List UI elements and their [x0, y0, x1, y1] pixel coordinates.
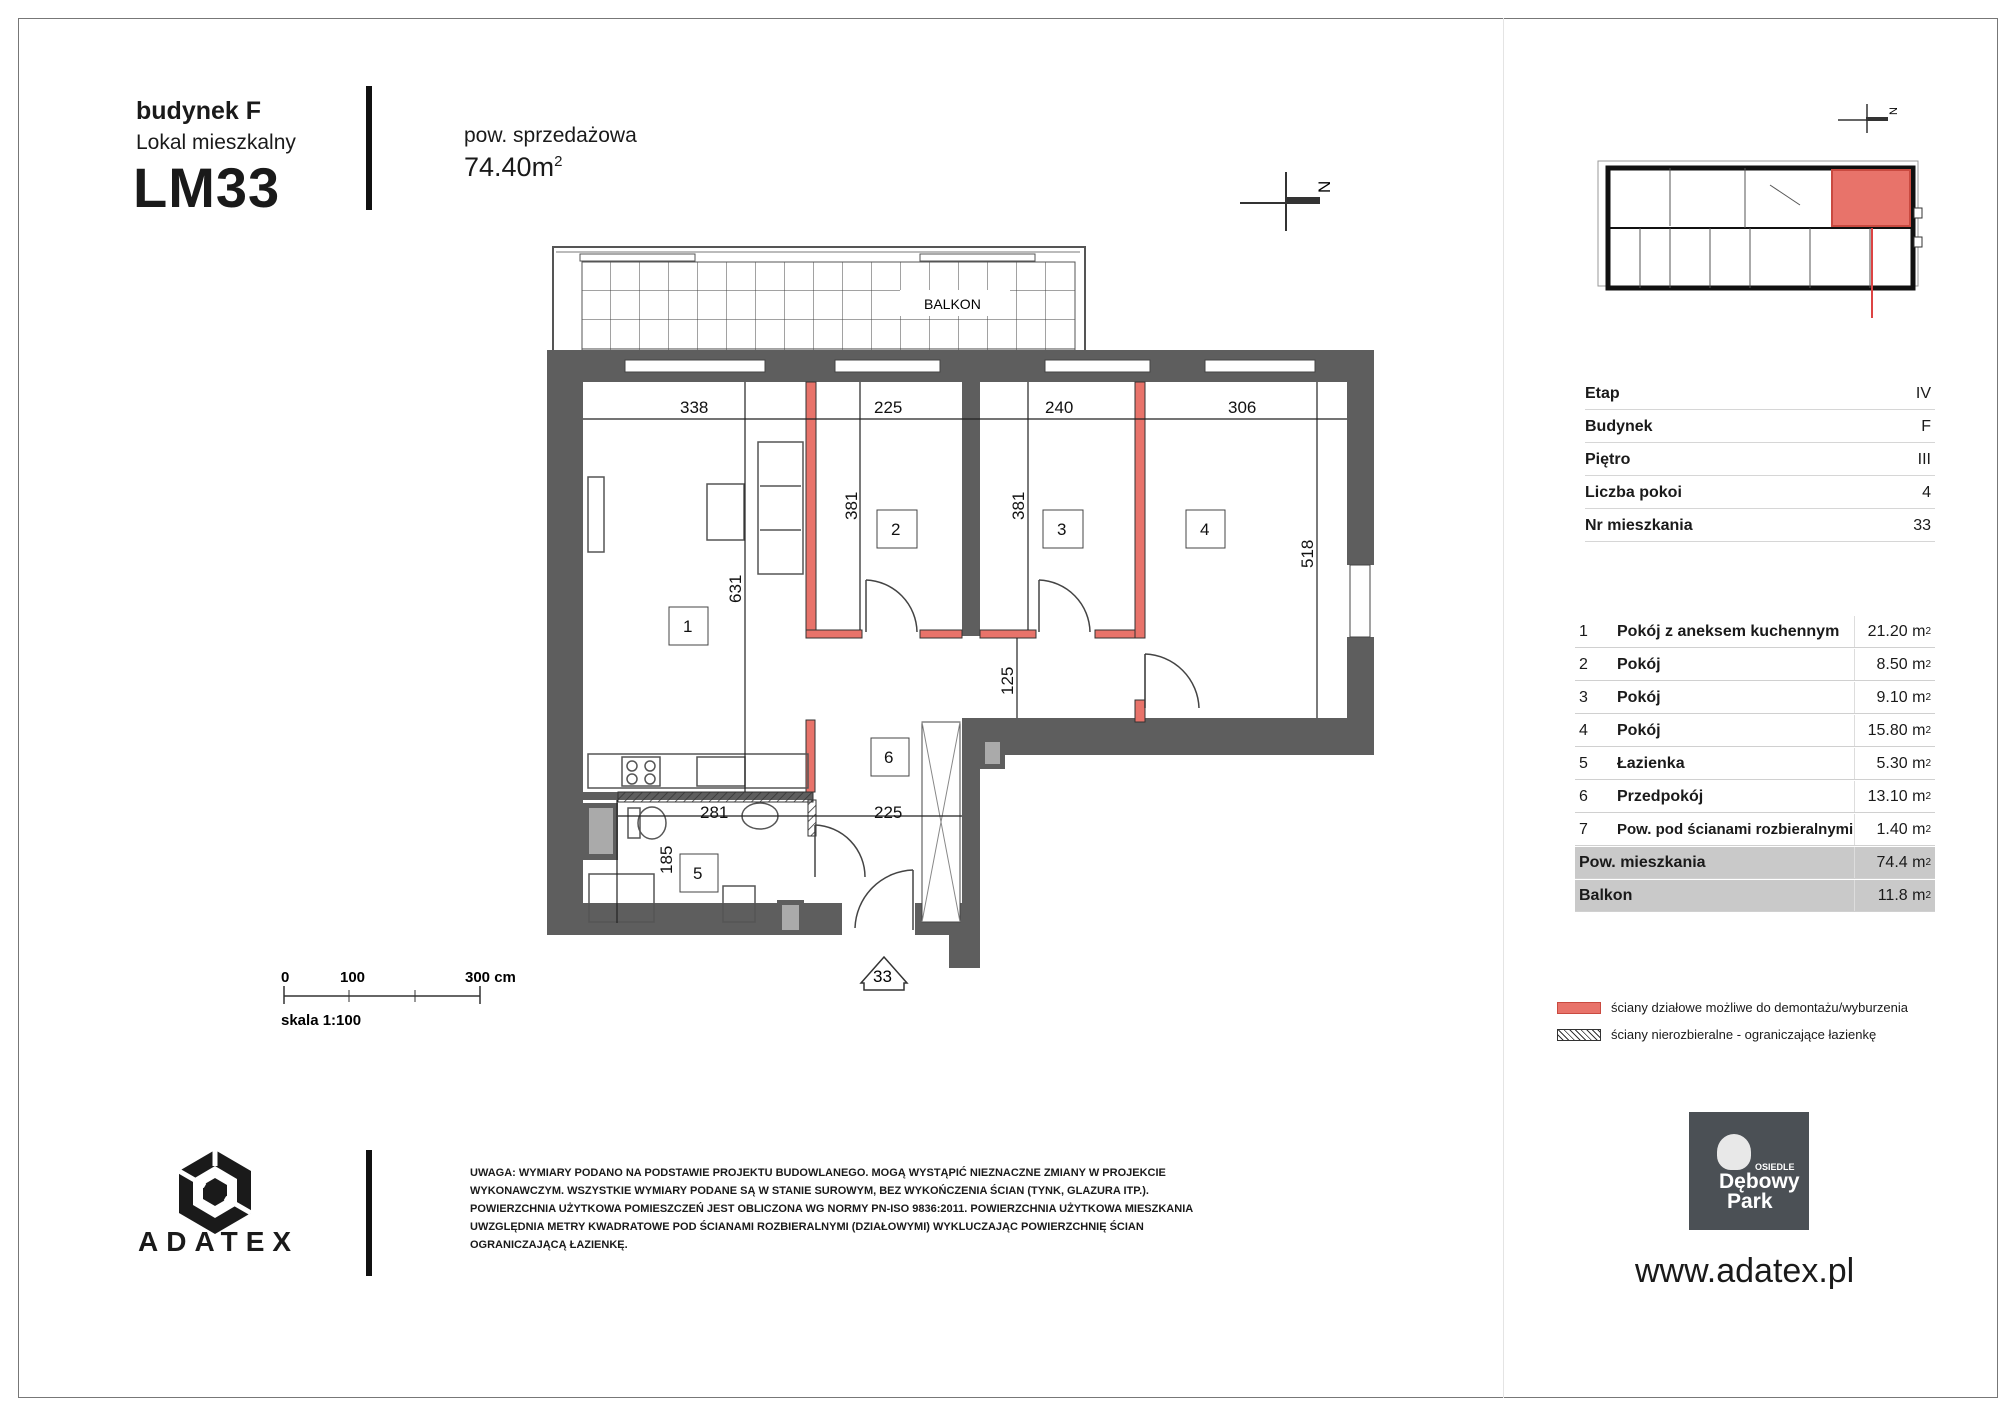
scale-tick-0: 0: [281, 969, 290, 986]
dim-room1-depth: 631: [726, 574, 745, 603]
info-row: Nr mieszkania 33: [1585, 510, 1935, 542]
key-plan-north-label: N: [1888, 107, 1900, 115]
area-label: pow. sprzedażowa: [464, 124, 637, 147]
total-row: Balkon 11.8 m 2: [1575, 880, 1935, 912]
building-label: budynek F: [136, 97, 262, 125]
dim-room2-depth: 381: [842, 491, 861, 520]
dim-bath-width: 281: [700, 803, 729, 822]
scale-tick-300: 300 cm: [465, 969, 516, 986]
footer-separator: [366, 1150, 372, 1276]
legend-swatch-removable: [1557, 1002, 1601, 1014]
dim-room3-width: 240: [1045, 398, 1074, 417]
legend-removable: ściany działowe możliwe do demontażu/wyburzenia: [1557, 1000, 1908, 1015]
adatex-logo-icon: [179, 1150, 251, 1234]
scale-label: skala 1:100: [281, 1012, 362, 1029]
total-row: Pow. mieszkania 74.4 m 2: [1575, 847, 1935, 879]
scale-tick-100: 100: [340, 969, 366, 986]
dim-bath-depth: 185: [657, 845, 676, 874]
dim-room2-width: 225: [874, 398, 903, 417]
room-row: 2 Pokój 8.50 m 2: [1575, 649, 1935, 681]
legend-swatch-hatched: [1557, 1029, 1601, 1041]
room-4-tag: 4: [1200, 520, 1210, 539]
furniture: [588, 442, 808, 922]
unit-type-label: Lokal mieszkalny: [136, 131, 296, 154]
room-row: 5 Łazienka 5.30 m 2: [1575, 748, 1935, 780]
debowy-park-logo: OSIEDLE Dębowy Park: [1689, 1112, 1809, 1230]
room-row: 4 Pokój 15.80 m 2: [1575, 715, 1935, 747]
scale-bar: [281, 969, 516, 1029]
info-row: Liczba pokoi 4: [1585, 477, 1935, 509]
info-row: Etap IV: [1585, 378, 1935, 410]
room-5-tag: 5: [693, 864, 703, 883]
interior-walls: [583, 382, 980, 800]
info-row: Piętro III: [1585, 444, 1935, 476]
entrance-marker: [861, 957, 907, 990]
dim-hall-length: 225: [874, 803, 903, 822]
room-2-tag: 2: [891, 520, 901, 539]
north-arrow: [1240, 172, 1334, 231]
entrance-label: 33: [873, 967, 892, 986]
room-row: 7 Pow. pod ścianami rozbieralnymi 1.40 m 2: [1575, 814, 1935, 846]
dim-hall-width: 125: [998, 666, 1017, 695]
dim-room4-depth: 518: [1298, 539, 1317, 568]
balcony-label: BALKON: [924, 296, 981, 312]
room-row: 6 Przedpokój 13.10 m 2: [1575, 781, 1935, 813]
windows: [625, 360, 1370, 934]
tree-icon: [1717, 1134, 1751, 1170]
room-row: 3 Pokój 9.10 m 2: [1575, 682, 1935, 714]
disclaimer-note: UWAGA: WYMIARY PODANO NA PODSTAWIE PROJEKTU BUDOWLANEGO. MOGĄ WYSTĄPIĆ NIEZNACZNE ZMIANY W PROJEKCIE WYKONAWCZYM. WSZYSTKIE WYMIARY PODANE SĄ W STANIE SUROWYM, BEZ WYKOŃCZENIA ŚCIAN (TYNK, GLAZURA ITP.). POWIERZCHNIA UŻYTKOWA POMIESZCZEŃ JEST OBLICZONA WG NORMY PN-ISO 9836:2011. POWIERZCHNIA UŻYTKOWA MIESZKANIA UWZGLĘDNIA METRY KWADRATOWE POD ŚCIANAMI ROZBIERALNYMI (DZIAŁOWYMI) WYKLUCZAJĄC POWIERZCHNIĘ ŚCIAN OGRANICZAJĄCĄ ŁAZIENKĘ.: [470, 1167, 1193, 1251]
area-value: $74.40m^2$: [464, 152, 563, 182]
dim-room3-depth: 381: [1009, 491, 1028, 520]
key-plan: [1598, 104, 1922, 318]
company-wordmark: ADATEX: [138, 1226, 300, 1257]
dim-room1-width: 338: [680, 398, 709, 417]
north-label: N: [1315, 180, 1334, 193]
balcony: [553, 247, 1085, 351]
info-row: Budynek F: [1585, 411, 1935, 443]
room-1-tag: 1: [683, 617, 693, 636]
bathroom-wall-hatched: [618, 792, 813, 802]
legend-nonremovable: ściany nierozbieralne - ograniczające łazienkę: [1557, 1027, 1876, 1042]
unit-code: LM33: [133, 156, 281, 219]
dim-room4-width: 306: [1228, 398, 1257, 417]
room-6-tag: 6: [884, 748, 894, 767]
website-link[interactable]: www.adatex.pl: [1635, 1252, 1855, 1290]
room-row: 1 Pokój z aneksem kuchennym 21.20 m 2: [1575, 616, 1935, 648]
room-3-tag: 3: [1057, 520, 1067, 539]
